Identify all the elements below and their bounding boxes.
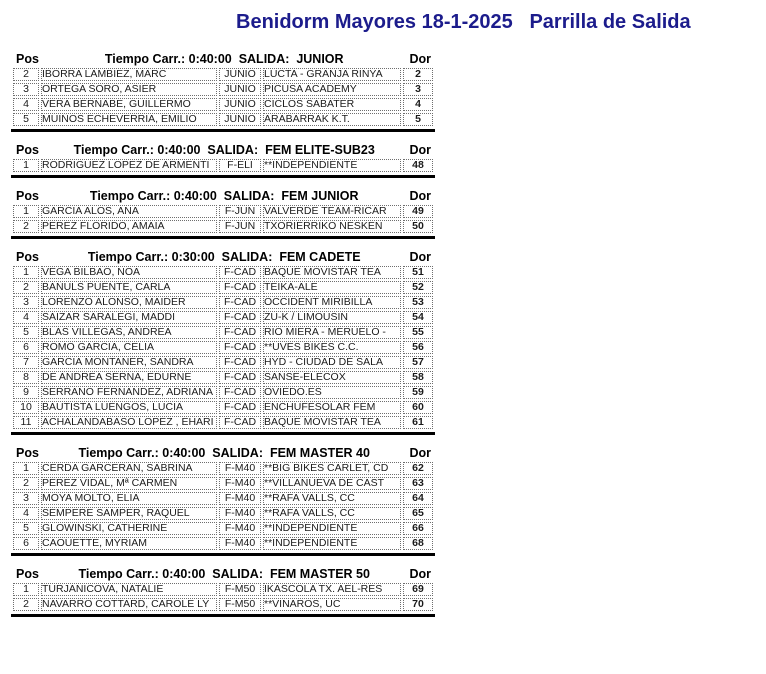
category-cell: F-CAD bbox=[219, 296, 261, 309]
team-cell: TXORIERRIKO NESKEN bbox=[263, 220, 401, 233]
section-header-text: Tiempo Carr.: 0:40:00 SALIDA: FEM ELITE-SUB23 bbox=[73, 143, 375, 157]
rider-name-cell: CAOUETTE, MYRIAM bbox=[41, 537, 217, 550]
rider-row bbox=[13, 341, 433, 354]
team-cell: **INDEPENDIENTE bbox=[263, 159, 401, 172]
pos-cell: 8 bbox=[13, 371, 39, 384]
team-cell: LUCTA - GRANJA RINYA bbox=[263, 68, 401, 81]
start-grid-section bbox=[11, 566, 435, 617]
rider-name-cell: LORENZO ALONSO, MAIDER bbox=[41, 296, 217, 309]
team-cell: SANSE-ELECOX bbox=[263, 371, 401, 384]
pos-cell: 7 bbox=[13, 356, 39, 369]
dorsal-cell: 66 bbox=[403, 522, 433, 535]
rider-name-cell: TURJANICOVA, NATALIE bbox=[41, 583, 217, 596]
rider-row bbox=[13, 507, 433, 520]
category-cell: JUNIO bbox=[219, 98, 261, 111]
rider-name-cell: VEGA BILBAO, NOA bbox=[41, 266, 217, 279]
pos-cell: 4 bbox=[13, 507, 39, 520]
category-cell: F-CAD bbox=[219, 341, 261, 354]
dor-column-header: Dor bbox=[409, 567, 431, 581]
team-cell: **INDEPENDIENTE bbox=[263, 522, 401, 535]
team-cell: **VILLANUEVA DE CAST bbox=[263, 477, 401, 490]
section-divider-line bbox=[11, 553, 435, 556]
rider-name-cell: CERDA GARCERAN, SABRINA bbox=[41, 462, 217, 475]
category-cell: F-M40 bbox=[219, 477, 261, 490]
pos-cell: 2 bbox=[13, 477, 39, 490]
dor-column-header: Dor bbox=[409, 143, 431, 157]
pos-cell: 2 bbox=[13, 68, 39, 81]
category-cell: F-M40 bbox=[219, 507, 261, 520]
riders-table bbox=[11, 203, 435, 235]
dorsal-cell: 53 bbox=[403, 296, 433, 309]
rider-name-cell: BAÑULS PUENTE, CARLA bbox=[41, 281, 217, 294]
dor-column-header: Dor bbox=[409, 446, 431, 460]
category-cell: F-CAD bbox=[219, 371, 261, 384]
rider-name-cell: VERA BERNABE, GUILLERMO bbox=[41, 98, 217, 111]
pos-cell: 3 bbox=[13, 83, 39, 96]
pos-cell: 1 bbox=[13, 159, 39, 172]
rider-row bbox=[13, 356, 433, 369]
rider-row bbox=[13, 492, 433, 505]
pos-cell: 4 bbox=[13, 98, 39, 111]
dorsal-cell: 63 bbox=[403, 477, 433, 490]
rider-name-cell: GLOWINSKI, CATHERINE bbox=[41, 522, 217, 535]
pos-cell: 6 bbox=[13, 341, 39, 354]
pos-column-header: Pos bbox=[16, 189, 39, 203]
team-cell: BAQUE MOVISTAR TEA bbox=[263, 416, 401, 429]
rider-row bbox=[13, 583, 433, 596]
rider-row bbox=[13, 266, 433, 279]
dorsal-cell: 65 bbox=[403, 507, 433, 520]
page-title: Benidorm Mayores 18-1-2025 Parrilla de Salida bbox=[236, 11, 691, 33]
team-cell: **VINAROS, UC bbox=[263, 598, 401, 611]
section-header-text: Tiempo Carr.: 0:40:00 SALIDA: FEM MASTER 40 bbox=[78, 446, 370, 460]
rider-row bbox=[13, 371, 433, 384]
section-header-row bbox=[11, 51, 435, 66]
riders-table bbox=[11, 66, 435, 128]
team-cell: ZU-K / LIMOUSIN bbox=[263, 311, 401, 324]
dorsal-cell: 68 bbox=[403, 537, 433, 550]
pos-cell: 1 bbox=[13, 266, 39, 279]
rider-row bbox=[13, 113, 433, 126]
dorsal-cell: 4 bbox=[403, 98, 433, 111]
team-cell: TEIKA-ALE bbox=[263, 281, 401, 294]
team-cell: IKASCOLA TX. AEL-RES bbox=[263, 583, 401, 596]
team-cell: ARABARRAK K.T. bbox=[263, 113, 401, 126]
section-header-row bbox=[11, 188, 435, 203]
dorsal-cell: 55 bbox=[403, 326, 433, 339]
rider-name-cell: NAVARRO COTTARD, CAROLE LY bbox=[41, 598, 217, 611]
rider-row bbox=[13, 598, 433, 611]
start-grid-section bbox=[11, 51, 435, 132]
rider-name-cell: GARCIA ALOS, ANA bbox=[41, 205, 217, 218]
pos-column-header: Pos bbox=[16, 52, 39, 66]
team-cell: **UVES BIKES C.C. bbox=[263, 341, 401, 354]
pos-cell: 10 bbox=[13, 401, 39, 414]
dorsal-cell: 60 bbox=[403, 401, 433, 414]
category-cell: F-CAD bbox=[219, 401, 261, 414]
section-divider-line bbox=[11, 236, 435, 239]
rider-name-cell: PEREZ FLORIDO, AMAIA bbox=[41, 220, 217, 233]
dorsal-cell: 52 bbox=[403, 281, 433, 294]
rider-row bbox=[13, 311, 433, 324]
category-cell: F-CAD bbox=[219, 311, 261, 324]
dor-column-header: Dor bbox=[409, 52, 431, 66]
team-cell: PICUSA ACADEMY bbox=[263, 83, 401, 96]
team-cell: BAQUE MOVISTAR TEA bbox=[263, 266, 401, 279]
rider-row bbox=[13, 401, 433, 414]
pos-cell: 3 bbox=[13, 492, 39, 505]
section-header-row bbox=[11, 566, 435, 581]
section-divider-line bbox=[11, 614, 435, 617]
tables-container bbox=[11, 51, 435, 627]
rider-name-cell: SERRANO FERNANDEZ, ADRIANA bbox=[41, 386, 217, 399]
section-header-row bbox=[11, 249, 435, 264]
team-cell: **BIG BIKES CARLET, CD bbox=[263, 462, 401, 475]
start-grid-section bbox=[11, 188, 435, 239]
team-cell: VALVERDE TEAM-RICAR bbox=[263, 205, 401, 218]
dor-column-header: Dor bbox=[409, 189, 431, 203]
category-cell: F-M40 bbox=[219, 492, 261, 505]
pos-cell: 1 bbox=[13, 583, 39, 596]
rider-row bbox=[13, 537, 433, 550]
rider-name-cell: GARCIA MONTANER, SANDRA bbox=[41, 356, 217, 369]
rider-row bbox=[13, 296, 433, 309]
dorsal-cell: 62 bbox=[403, 462, 433, 475]
rider-name-cell: DE ANDREA SERNA, EDURNE bbox=[41, 371, 217, 384]
rider-name-cell: MUIÑOS ECHEVERRIA, EMILIO bbox=[41, 113, 217, 126]
rider-name-cell: PEREZ VIDAL, Mª CARMEN bbox=[41, 477, 217, 490]
rider-row bbox=[13, 416, 433, 429]
pos-cell: 5 bbox=[13, 326, 39, 339]
rider-name-cell: ACHALANDABASO LOPEZ , EHARI bbox=[41, 416, 217, 429]
dorsal-cell: 59 bbox=[403, 386, 433, 399]
pos-cell: 9 bbox=[13, 386, 39, 399]
rider-name-cell: BLAS VILLEGAS, ANDREA bbox=[41, 326, 217, 339]
section-header-text: Tiempo Carr.: 0:40:00 SALIDA: JUNIOR bbox=[104, 52, 344, 66]
rider-row bbox=[13, 220, 433, 233]
category-cell: JUNIO bbox=[219, 113, 261, 126]
category-cell: F-M40 bbox=[219, 462, 261, 475]
pos-cell: 3 bbox=[13, 296, 39, 309]
rider-name-cell: BAUTISTA LUENGOS, LUCIA bbox=[41, 401, 217, 414]
dorsal-cell: 61 bbox=[403, 416, 433, 429]
pos-cell: 2 bbox=[13, 220, 39, 233]
category-cell: JUNIO bbox=[219, 68, 261, 81]
start-grid-section bbox=[11, 249, 435, 435]
category-cell: JUNIO bbox=[219, 83, 261, 96]
section-header-text: Tiempo Carr.: 0:30:00 SALIDA: FEM CADETE bbox=[87, 250, 361, 264]
team-cell: HYD - CIUDAD DE SALA bbox=[263, 356, 401, 369]
pos-cell: 2 bbox=[13, 281, 39, 294]
dorsal-cell: 50 bbox=[403, 220, 433, 233]
riders-table bbox=[11, 264, 435, 431]
rider-name-cell: MOYA MOLTO, ELIA bbox=[41, 492, 217, 505]
pos-cell: 5 bbox=[13, 113, 39, 126]
pos-cell: 5 bbox=[13, 522, 39, 535]
rider-name-cell: SAIZAR SARALEGI, MADDI bbox=[41, 311, 217, 324]
rider-row bbox=[13, 522, 433, 535]
section-header-row bbox=[11, 445, 435, 460]
team-cell: **RAFA VALLS, CC bbox=[263, 507, 401, 520]
category-cell: F-ELI bbox=[219, 159, 261, 172]
rider-row bbox=[13, 205, 433, 218]
section-header-text: Tiempo Carr.: 0:40:00 SALIDA: FEM MASTER 50 bbox=[78, 567, 370, 581]
category-cell: F-M40 bbox=[219, 537, 261, 550]
section-divider-line bbox=[11, 175, 435, 178]
category-cell: F-CAD bbox=[219, 386, 261, 399]
dorsal-cell: 70 bbox=[403, 598, 433, 611]
rider-name-cell: ROMO GARCIA, CELIA bbox=[41, 341, 217, 354]
start-grid-section bbox=[11, 142, 435, 178]
pos-cell: 2 bbox=[13, 598, 39, 611]
team-cell: ENCHUFESOLAR FEM bbox=[263, 401, 401, 414]
riders-table bbox=[11, 581, 435, 613]
rider-row bbox=[13, 477, 433, 490]
section-header-text: Tiempo Carr.: 0:40:00 SALIDA: FEM JUNIOR bbox=[89, 189, 359, 203]
pos-cell: 11 bbox=[13, 416, 39, 429]
rider-row bbox=[13, 68, 433, 81]
start-grid-section bbox=[11, 445, 435, 556]
rider-row bbox=[13, 98, 433, 111]
dorsal-cell: 69 bbox=[403, 583, 433, 596]
rider-row bbox=[13, 83, 433, 96]
rider-row bbox=[13, 462, 433, 475]
team-cell: OCCIDENT MIRIBILLA bbox=[263, 296, 401, 309]
category-cell: F-CAD bbox=[219, 326, 261, 339]
pos-cell: 1 bbox=[13, 205, 39, 218]
pos-column-header: Pos bbox=[16, 143, 39, 157]
dor-column-header: Dor bbox=[409, 250, 431, 264]
riders-table bbox=[11, 157, 435, 174]
team-cell: OVIEDO.ES bbox=[263, 386, 401, 399]
team-cell: CICLOS SABATER bbox=[263, 98, 401, 111]
team-cell: RIO MIERA - MERUELO - bbox=[263, 326, 401, 339]
team-cell: **INDEPENDIENTE bbox=[263, 537, 401, 550]
dorsal-cell: 5 bbox=[403, 113, 433, 126]
rider-name-cell: ORTEGA SORO, ASIER bbox=[41, 83, 217, 96]
category-cell: F-JUN bbox=[219, 205, 261, 218]
category-cell: F-M50 bbox=[219, 583, 261, 596]
section-divider-line bbox=[11, 129, 435, 132]
dorsal-cell: 3 bbox=[403, 83, 433, 96]
dorsal-cell: 2 bbox=[403, 68, 433, 81]
dorsal-cell: 54 bbox=[403, 311, 433, 324]
dorsal-cell: 48 bbox=[403, 159, 433, 172]
rider-name-cell: IBORRA LAMBIEZ, MARC bbox=[41, 68, 217, 81]
category-cell: F-CAD bbox=[219, 356, 261, 369]
dorsal-cell: 51 bbox=[403, 266, 433, 279]
rider-row bbox=[13, 281, 433, 294]
category-cell: F-M50 bbox=[219, 598, 261, 611]
riders-table bbox=[11, 460, 435, 552]
rider-row bbox=[13, 386, 433, 399]
section-divider-line bbox=[11, 432, 435, 435]
dorsal-cell: 57 bbox=[403, 356, 433, 369]
team-cell: **RAFA VALLS, CC bbox=[263, 492, 401, 505]
dorsal-cell: 64 bbox=[403, 492, 433, 505]
rider-name-cell: SEMPERE SAMPER, RAQUEL bbox=[41, 507, 217, 520]
pos-column-header: Pos bbox=[16, 567, 39, 581]
category-cell: F-JUN bbox=[219, 220, 261, 233]
category-cell: F-CAD bbox=[219, 281, 261, 294]
pos-cell: 4 bbox=[13, 311, 39, 324]
rider-name-cell: RODRIGUEZ LOPEZ DE ARMENTI bbox=[41, 159, 217, 172]
pos-cell: 6 bbox=[13, 537, 39, 550]
pos-column-header: Pos bbox=[16, 250, 39, 264]
dorsal-cell: 58 bbox=[403, 371, 433, 384]
dorsal-cell: 56 bbox=[403, 341, 433, 354]
pos-column-header: Pos bbox=[16, 446, 39, 460]
section-header-row bbox=[11, 142, 435, 157]
rider-row bbox=[13, 326, 433, 339]
dorsal-cell: 49 bbox=[403, 205, 433, 218]
category-cell: F-CAD bbox=[219, 266, 261, 279]
rider-row bbox=[13, 159, 433, 172]
category-cell: F-M40 bbox=[219, 522, 261, 535]
pos-cell: 1 bbox=[13, 462, 39, 475]
category-cell: F-CAD bbox=[219, 416, 261, 429]
